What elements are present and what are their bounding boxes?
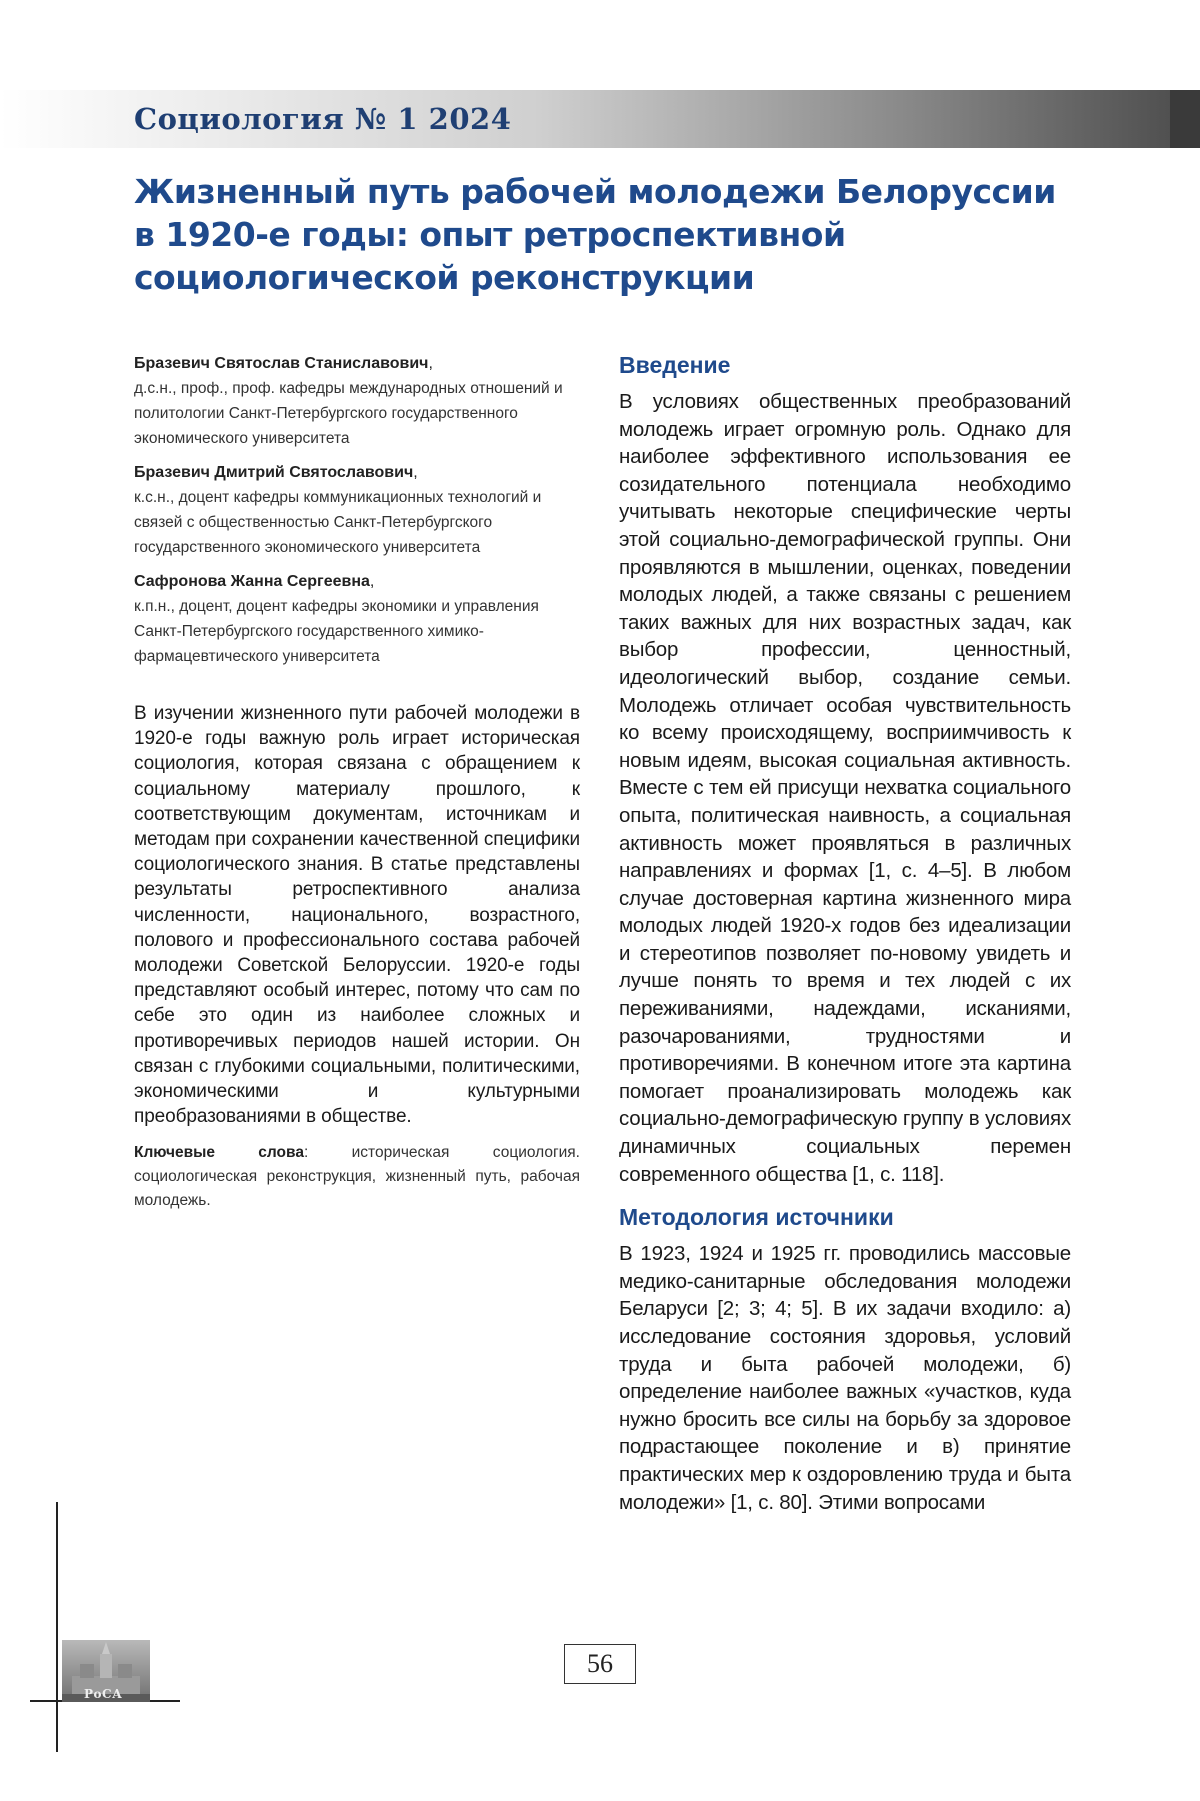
author-affiliation: д.с.н., проф., проф. кафедры международных отношений и политологии Санкт-Петербургского государственного экономического университета: [134, 376, 574, 451]
section-title-methodology: Методология источники: [619, 1202, 1071, 1232]
keywords-label: Ключевые слова: [134, 1144, 304, 1161]
author-name: Бразевич Дмитрий Святославович: [134, 464, 413, 481]
abstract: В изучении жизненного пути рабочей молодежи в 1920-е годы важную роль играет историческая социология, которая связана с обращением к социальному материалу прошлого, к соответствующим документам, источникам и методам при сохранении качественной специфики социологического знания. В статье представлены результаты ретроспективного анализа численности, национального, возрастного, полового и профессионального состава рабочей молодежи Советской Белоруссии. 1920-е годы представляют особый интерес, потому что сам по себе это один из наиболее сложных и противоречивых периодов нашей истории. Он связан с глубокими социальными, политическими, экономическими и культурными преобразованиями в обществе.: [134, 701, 580, 1129]
page-number: 56: [564, 1644, 636, 1684]
right-column: [619, 350, 1071, 1516]
keywords-text: : историческая социология. социологическая реконструкция, жизненный путь, рабочая молодежь.: [134, 1144, 580, 1209]
article-title: [134, 170, 1094, 299]
author-name: Сафронова Жанна Сергеевна: [134, 573, 370, 590]
crop-mark-vertical: [56, 1502, 58, 1752]
author-affiliation: к.с.н., доцент кафедры коммуникационных технологий и связей с общественностью Санкт-Петербургского государственного экономического университета: [134, 485, 574, 560]
publisher-logo: [62, 1640, 150, 1702]
keywords: [134, 1141, 580, 1213]
logo-text: РоСА: [84, 1687, 122, 1701]
author-block: Сафронова Жанна Сергеевна, к.п.н., доцент, доцент кафедры экономики и управления Санкт-Петербургского государственного химико-фармацевтического университета: [134, 570, 580, 669]
author-name: Бразевич Святослав Станиславович: [134, 355, 428, 372]
header-band-end: [1170, 90, 1200, 148]
article-title-line: в 1920-е годы: опыт ретроспективной: [134, 213, 1094, 256]
article-title-line: социологической реконструкции: [134, 256, 1094, 299]
author-block: Бразевич Святослав Станиславович, д.с.н., проф., проф. кафедры международных отношений и политологии Санкт-Петербургского государственного экономического университета: [134, 352, 580, 451]
journal-title: Социология № 1 2024: [134, 102, 511, 136]
author-block: Бразевич Дмитрий Святославович, к.с.н., доцент кафедры коммуникационных технологий и связей с общественностью Санкт-Петербургского государственного экономического университета: [134, 461, 580, 560]
left-column: [134, 352, 580, 1213]
author-affiliation: к.п.н., доцент, доцент кафедры экономики и управления Санкт-Петербургского государственного химико-фармацевтического университета: [134, 594, 574, 669]
section-text-methodology: В 1923, 1924 и 1925 гг. проводились массовые медико-санитарные обследования молодежи Беларуси [2; 3; 4; 5]. В их задачи входило: а) исследование состояния здоровья, условий труда и быта рабочей молодежи, б) определение наиболее важных «участков, куда нужно бросить все силы на борьбу за здоровое подрастающее поколение и в) принятие практических мер к оздоровлению труда и быта молодежи» [1, с. 80]. Этими вопросами: [619, 1240, 1071, 1516]
section-text-introduction: В условиях общественных преобразований молодежь играет огромную роль. Однако для наиболее эффективного использования ее созидательного потенциала необходимо учитывать некоторые специфические черты этой социально-демографической группы. Они проявляются в мышлении, оценках, поведении молодых людей, а также связаны с решением таких важных для них возрастных задач, как выбор профессии, ценностный, идеологический выбор, создание семьи. Молодежь отличает особая чувствительность ко всему происходящему, восприимчивость к новым идеям, высокая социальная активность. Вместе с тем ей присущи нехватка социального опыта, политическая наивность, а социальная активность может проявляться в различных направлениях и формах [1, с. 4–5]. В любом случае достоверная картина жизненного мира молодых людей 1920-х годов без идеализации и стереотипов позволяет по-новому увидеть и лучше понять то время и тех людей с их переживаниями, надеждами, исканиями, разочарованиями, трудностями и противоречиями. В конечном итоге эта картина помогает проанализировать молодежь как социально-демографическую группу в условиях динамичных социальных перемен современного общества [1, с. 118].: [619, 388, 1071, 1188]
section-title-introduction: Введение: [619, 350, 1071, 380]
article-title-line: Жизненный путь рабочей молодежи Белоруссии: [134, 170, 1094, 213]
